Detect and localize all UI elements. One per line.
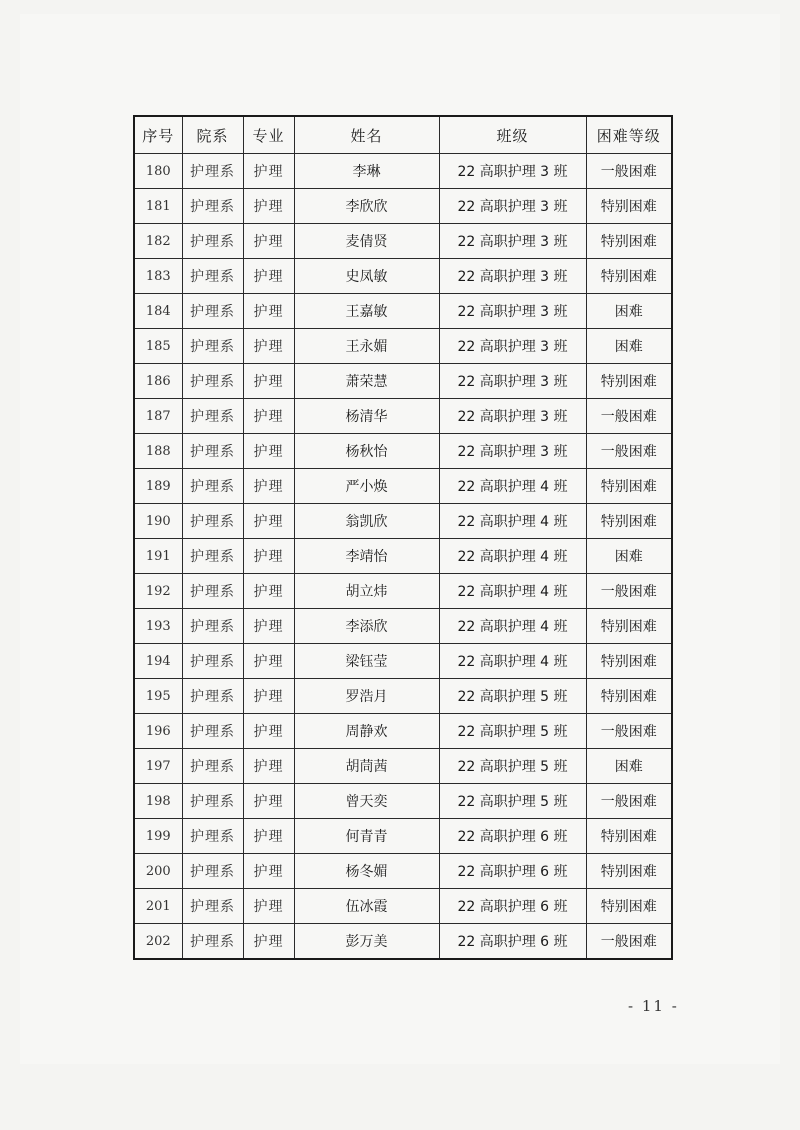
table-row [134,784,672,819]
cell-name: 杨清华 [294,399,439,434]
cell-class: 22 高职护理 4 班 [439,574,586,609]
table-row [134,329,672,364]
cell-dept: 护理系 [182,364,243,399]
cell-level: 一般困难 [586,714,672,749]
cell-class: 22 高职护理 3 班 [439,364,586,399]
cell-dept: 护理系 [182,679,243,714]
table-row [134,714,672,749]
cell-name: 李靖怡 [294,539,439,574]
cell-class: 22 高职护理 6 班 [439,819,586,854]
header-cell-dept: 院系 [182,116,243,154]
cell-no: 196 [134,714,182,749]
cell-major: 护理 [243,714,294,749]
cell-name: 胡茼茜 [294,749,439,784]
cell-no: 183 [134,259,182,294]
table-row [134,469,672,504]
cell-no: 190 [134,504,182,539]
cell-major: 护理 [243,259,294,294]
cell-name: 李琳 [294,154,439,189]
cell-dept: 护理系 [182,469,243,504]
table-body [134,154,672,960]
table-row [134,399,672,434]
cell-dept: 护理系 [182,259,243,294]
cell-class: 22 高职护理 3 班 [439,434,586,469]
cell-class: 22 高职护理 6 班 [439,924,586,960]
cell-major: 护理 [243,294,294,329]
cell-level: 困难 [586,294,672,329]
cell-dept: 护理系 [182,154,243,189]
cell-major: 护理 [243,399,294,434]
cell-level: 特别困难 [586,889,672,924]
cell-no: 194 [134,644,182,679]
cell-level: 特别困难 [586,644,672,679]
cell-dept: 护理系 [182,189,243,224]
table-row [134,854,672,889]
header-cell-major: 专业 [243,116,294,154]
cell-no: 191 [134,539,182,574]
cell-dept: 护理系 [182,889,243,924]
cell-level: 特别困难 [586,819,672,854]
table-row [134,154,672,189]
cell-level: 一般困难 [586,399,672,434]
cell-dept: 护理系 [182,294,243,329]
cell-dept: 护理系 [182,574,243,609]
cell-name: 杨秋怡 [294,434,439,469]
cell-name: 胡立炜 [294,574,439,609]
table-header-row [134,116,672,154]
cell-level: 一般困难 [586,154,672,189]
cell-level: 一般困难 [586,434,672,469]
cell-dept: 护理系 [182,784,243,819]
cell-class: 22 高职护理 4 班 [439,644,586,679]
table-row [134,609,672,644]
cell-name: 杨冬媚 [294,854,439,889]
cell-major: 护理 [243,539,294,574]
cell-dept: 护理系 [182,644,243,679]
table-row [134,434,672,469]
cell-dept: 护理系 [182,504,243,539]
cell-name: 罗浩月 [294,679,439,714]
cell-no: 200 [134,854,182,889]
cell-class: 22 高职护理 3 班 [439,154,586,189]
cell-level: 一般困难 [586,924,672,960]
cell-class: 22 高职护理 5 班 [439,784,586,819]
cell-major: 护理 [243,819,294,854]
cell-level: 特别困难 [586,259,672,294]
cell-class: 22 高职护理 6 班 [439,889,586,924]
cell-name: 麦倩贤 [294,224,439,259]
cell-class: 22 高职护理 6 班 [439,854,586,889]
cell-major: 护理 [243,749,294,784]
cell-level: 困难 [586,539,672,574]
table-row [134,294,672,329]
table-row [134,259,672,294]
cell-class: 22 高职护理 4 班 [439,469,586,504]
cell-level: 特别困难 [586,504,672,539]
cell-level: 困难 [586,329,672,364]
cell-dept: 护理系 [182,224,243,259]
cell-no: 202 [134,924,182,960]
header-cell-name: 姓名 [294,116,439,154]
cell-dept: 护理系 [182,924,243,960]
cell-no: 181 [134,189,182,224]
cell-dept: 护理系 [182,749,243,784]
cell-major: 护理 [243,854,294,889]
cell-dept: 护理系 [182,609,243,644]
cell-level: 特别困难 [586,364,672,399]
cell-major: 护理 [243,189,294,224]
table-row [134,574,672,609]
table-row [134,889,672,924]
cell-name: 曾天奕 [294,784,439,819]
cell-class: 22 高职护理 4 班 [439,504,586,539]
cell-name: 彭万美 [294,924,439,960]
cell-name: 萧荣慧 [294,364,439,399]
cell-no: 193 [134,609,182,644]
cell-major: 护理 [243,154,294,189]
cell-no: 184 [134,294,182,329]
cell-no: 182 [134,224,182,259]
cell-class: 22 高职护理 5 班 [439,714,586,749]
cell-major: 护理 [243,329,294,364]
cell-name: 何青青 [294,819,439,854]
cell-name: 李添欣 [294,609,439,644]
cell-name: 伍冰霞 [294,889,439,924]
cell-no: 187 [134,399,182,434]
student-roster-table [133,115,673,960]
cell-no: 186 [134,364,182,399]
cell-name: 周静欢 [294,714,439,749]
cell-major: 护理 [243,644,294,679]
cell-name: 李欣欣 [294,189,439,224]
page-number: - 11 - [628,997,679,1015]
cell-major: 护理 [243,609,294,644]
cell-major: 护理 [243,924,294,960]
cell-major: 护理 [243,889,294,924]
cell-class: 22 高职护理 4 班 [439,539,586,574]
table-row [134,224,672,259]
table-row [134,819,672,854]
cell-major: 护理 [243,364,294,399]
cell-class: 22 高职护理 5 班 [439,679,586,714]
cell-no: 199 [134,819,182,854]
cell-level: 特别困难 [586,469,672,504]
cell-level: 一般困难 [586,784,672,819]
cell-major: 护理 [243,224,294,259]
cell-major: 护理 [243,784,294,819]
cell-no: 189 [134,469,182,504]
cell-level: 特别困难 [586,224,672,259]
cell-dept: 护理系 [182,819,243,854]
cell-class: 22 高职护理 5 班 [439,749,586,784]
cell-no: 192 [134,574,182,609]
cell-class: 22 高职护理 3 班 [439,189,586,224]
table-row [134,539,672,574]
cell-class: 22 高职护理 3 班 [439,399,586,434]
header-cell-no: 序号 [134,116,182,154]
cell-name: 王永媚 [294,329,439,364]
cell-level: 特别困难 [586,189,672,224]
header-cell-level: 困难等级 [586,116,672,154]
table-row [134,504,672,539]
cell-name: 严小焕 [294,469,439,504]
table-row [134,644,672,679]
cell-name: 王嘉敏 [294,294,439,329]
cell-no: 201 [134,889,182,924]
cell-dept: 护理系 [182,329,243,364]
cell-class: 22 高职护理 3 班 [439,259,586,294]
cell-dept: 护理系 [182,714,243,749]
table-row [134,189,672,224]
cell-name: 史凤敏 [294,259,439,294]
cell-no: 195 [134,679,182,714]
cell-major: 护理 [243,679,294,714]
table-row [134,924,672,960]
table-row [134,679,672,714]
cell-level: 特别困难 [586,854,672,889]
cell-major: 护理 [243,434,294,469]
cell-name: 梁钰莹 [294,644,439,679]
cell-class: 22 高职护理 4 班 [439,609,586,644]
cell-dept: 护理系 [182,539,243,574]
cell-no: 197 [134,749,182,784]
cell-level: 特别困难 [586,609,672,644]
cell-no: 188 [134,434,182,469]
table-row [134,364,672,399]
cell-class: 22 高职护理 3 班 [439,329,586,364]
cell-class: 22 高职护理 3 班 [439,294,586,329]
cell-major: 护理 [243,504,294,539]
table-row [134,749,672,784]
cell-level: 一般困难 [586,574,672,609]
cell-major: 护理 [243,574,294,609]
cell-no: 180 [134,154,182,189]
cell-level: 困难 [586,749,672,784]
cell-no: 198 [134,784,182,819]
header-cell-class: 班级 [439,116,586,154]
cell-major: 护理 [243,469,294,504]
cell-level: 特别困难 [586,679,672,714]
cell-name: 翁凯欣 [294,504,439,539]
cell-dept: 护理系 [182,854,243,889]
cell-dept: 护理系 [182,434,243,469]
cell-class: 22 高职护理 3 班 [439,224,586,259]
cell-dept: 护理系 [182,399,243,434]
cell-no: 185 [134,329,182,364]
